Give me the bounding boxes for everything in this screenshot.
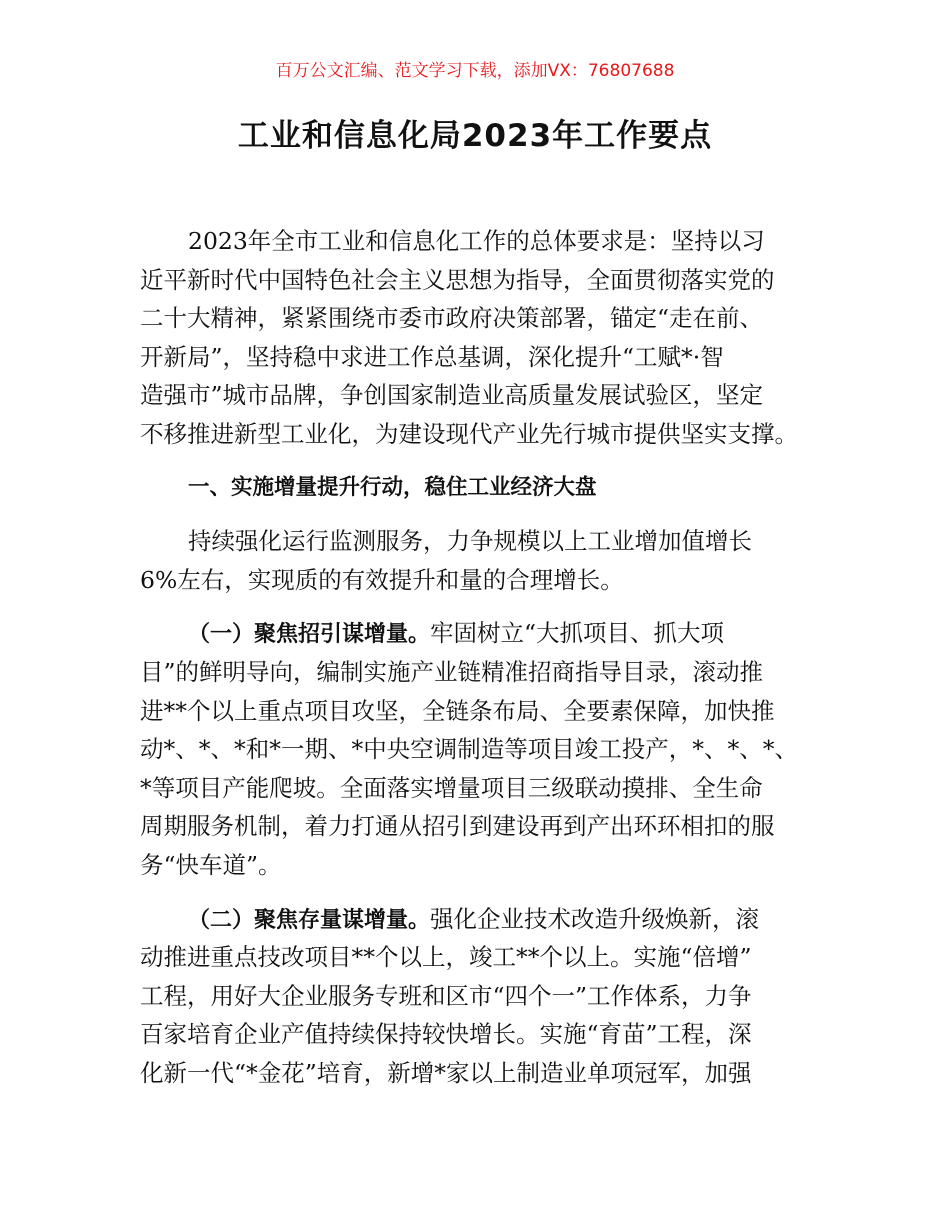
text-line: 二十大精神，紧紧围绕市委市政府决策部署，锚定“走在前、 [140,304,764,333]
text-line [140,614,830,653]
text-line: 开新局”，坚持稳中求进工作总基调，深化提升“工赋*·智 [140,342,724,371]
item-heading: （二）聚焦存量谋增量。 [188,907,431,933]
watermark-banner: 百万公文汇编、范文学习下载，添加VX：76807688 [275,61,675,81]
item2-paragraph [140,900,830,1093]
item-heading: （一）聚焦招引谋增量。 [188,622,431,648]
document-body [140,222,830,1107]
text-line: 动*、*、*和*一期、*中央空调制造等项目竣工投产，*、*、*、 [140,735,798,764]
intro-paragraph [140,222,830,454]
text-span: 牢固树立“大抓项目、抓大项 [430,619,725,648]
item1-paragraph [140,614,830,884]
text-line: 进**个以上重点项目攻坚，全链条布局、全要素保障，加快推 [140,696,775,725]
text-line: 持续强化运行监测服务，力争规模以上工业增加值增长 [188,527,752,556]
section-heading: 一、实施增量提升行动，稳住工业经济大盘 [188,474,597,500]
text-line: 近平新时代中国特色社会主义思想为指导，全面贯彻落实党的 [140,265,775,294]
document-title: 工业和信息化局2023年工作要点 [237,118,713,154]
text-line: 工程，用好大企业服务专班和区市“四个一”工作体系，力争 [140,981,752,1010]
text-line: *等项目产能爬坡。全面落实增量项目三级联动摸排、全生命 [140,773,763,802]
text-line [140,900,830,939]
text-line: 百家培育企业产值持续保持较快增长。实施“育苗”工程，深 [140,1020,752,1049]
text-line: 周期服务机制，着力打通从招引到建设再到产出环环相扣的服 [140,812,775,841]
text-line: 务“快车道”。 [140,850,282,879]
text-span: 强化企业技术改造升级焕新，滚 [430,904,760,933]
text-line: 化新一代“*金花”培育，新增*家以上制造业单项冠军，加强 [140,1058,752,1087]
text-line: 6%左右，实现质的有效提升和量的合理增长。 [140,565,624,594]
section1-paragraph [140,522,830,599]
text-line: 不移推进新型工业化，为建设现代产业先行城市提供坚实支撑。 [140,419,798,448]
text-line: 2023年全市工业和信息化工作的总体要求是：坚持以习 [188,227,765,255]
text-line: 目”的鲜明导向，编制实施产业链精准招商指导目录，滚动推 [140,657,764,686]
text-line: 动推进重点技改项目**个以上，竣工**个以上。实施“倍增” [140,943,752,972]
text-line: 造强市”城市品牌，争创国家制造业高质量发展试验区，坚定 [140,381,764,410]
